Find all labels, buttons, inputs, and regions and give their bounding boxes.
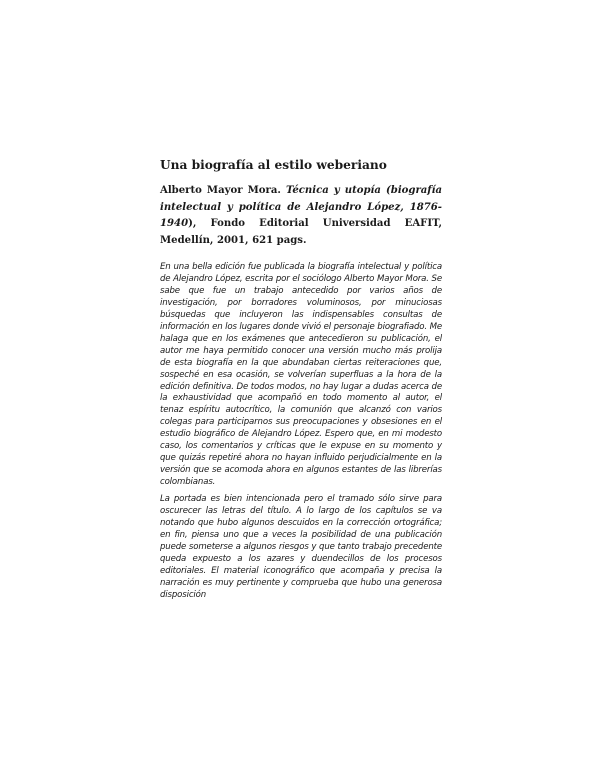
citation-publisher-details: ), Fondo Editorial Universidad EAFIT, Medellín, 2001, 621 pags. xyxy=(160,218,442,246)
review-paragraph: En una bella edición fue publicada la biografía intelectual y política de Alejandro López, escrita por el sociólogo Alberto Mayor Mora. Se sabe que fue un trabajo antecedido por varios años de investigación, por borradores voluminosos, por minuciosas búsquedas que incluyeron las indispensables consultas de información en los lugares donde vivió el personaje biografiado. Me halaga que en los exámenes que antecedieron su publicación, el autor me haya permitido conocer una versión mucho más prolija de esta biografía en la que abundaban ciertas reiteraciones que, sospeché en esa ocasión, se volverían superfluas a la hora de la edición definitiva. De todos modos, no hay lugar a dudas acerca de la exhaustividad que acompañó en todo momento al autor, el tenaz espíritu autocrítico, la comunión que alcanzó con varios colegas para participarnos sus preocupaciones y obsesiones en el estudio biográfico de Alejandro López. Espero que, en mi modesto caso, los comentarios y críticas que le expuse en su momento y que quizás repetiré ahora no hayan influido perjudicialmente en la versión que se acomoda ahora en algunos estantes de las librerías colombianas. xyxy=(160,262,442,488)
review-body xyxy=(160,262,442,607)
citation-book-title: Técnica y utopía (biografía intelectual y política de Alejandro López, 1876-1940 xyxy=(160,185,443,229)
review-title: Una biografía al estilo weberiano xyxy=(160,158,387,172)
citation-author: Alberto Mayor Mora. xyxy=(160,185,281,196)
review-paragraph: La portada es bien intencionada pero el tramado sólo sirve para oscurecer las letras del título. A lo largo de los capítulos se va notando que hubo algunos descuidos en la corrección ortográfica; en fin, piensa uno que a veces la posibilidad de una publicación puede someterse a algunos riesgos y que tanto trabajo precedente queda expuesto a los azares y duendecillos de los procesos editoriales. El material iconográfico que acompaña y precisa la narración es muy pertinente y comprueba que hubo una generosa disposición xyxy=(160,494,442,600)
book-citation xyxy=(160,183,442,249)
